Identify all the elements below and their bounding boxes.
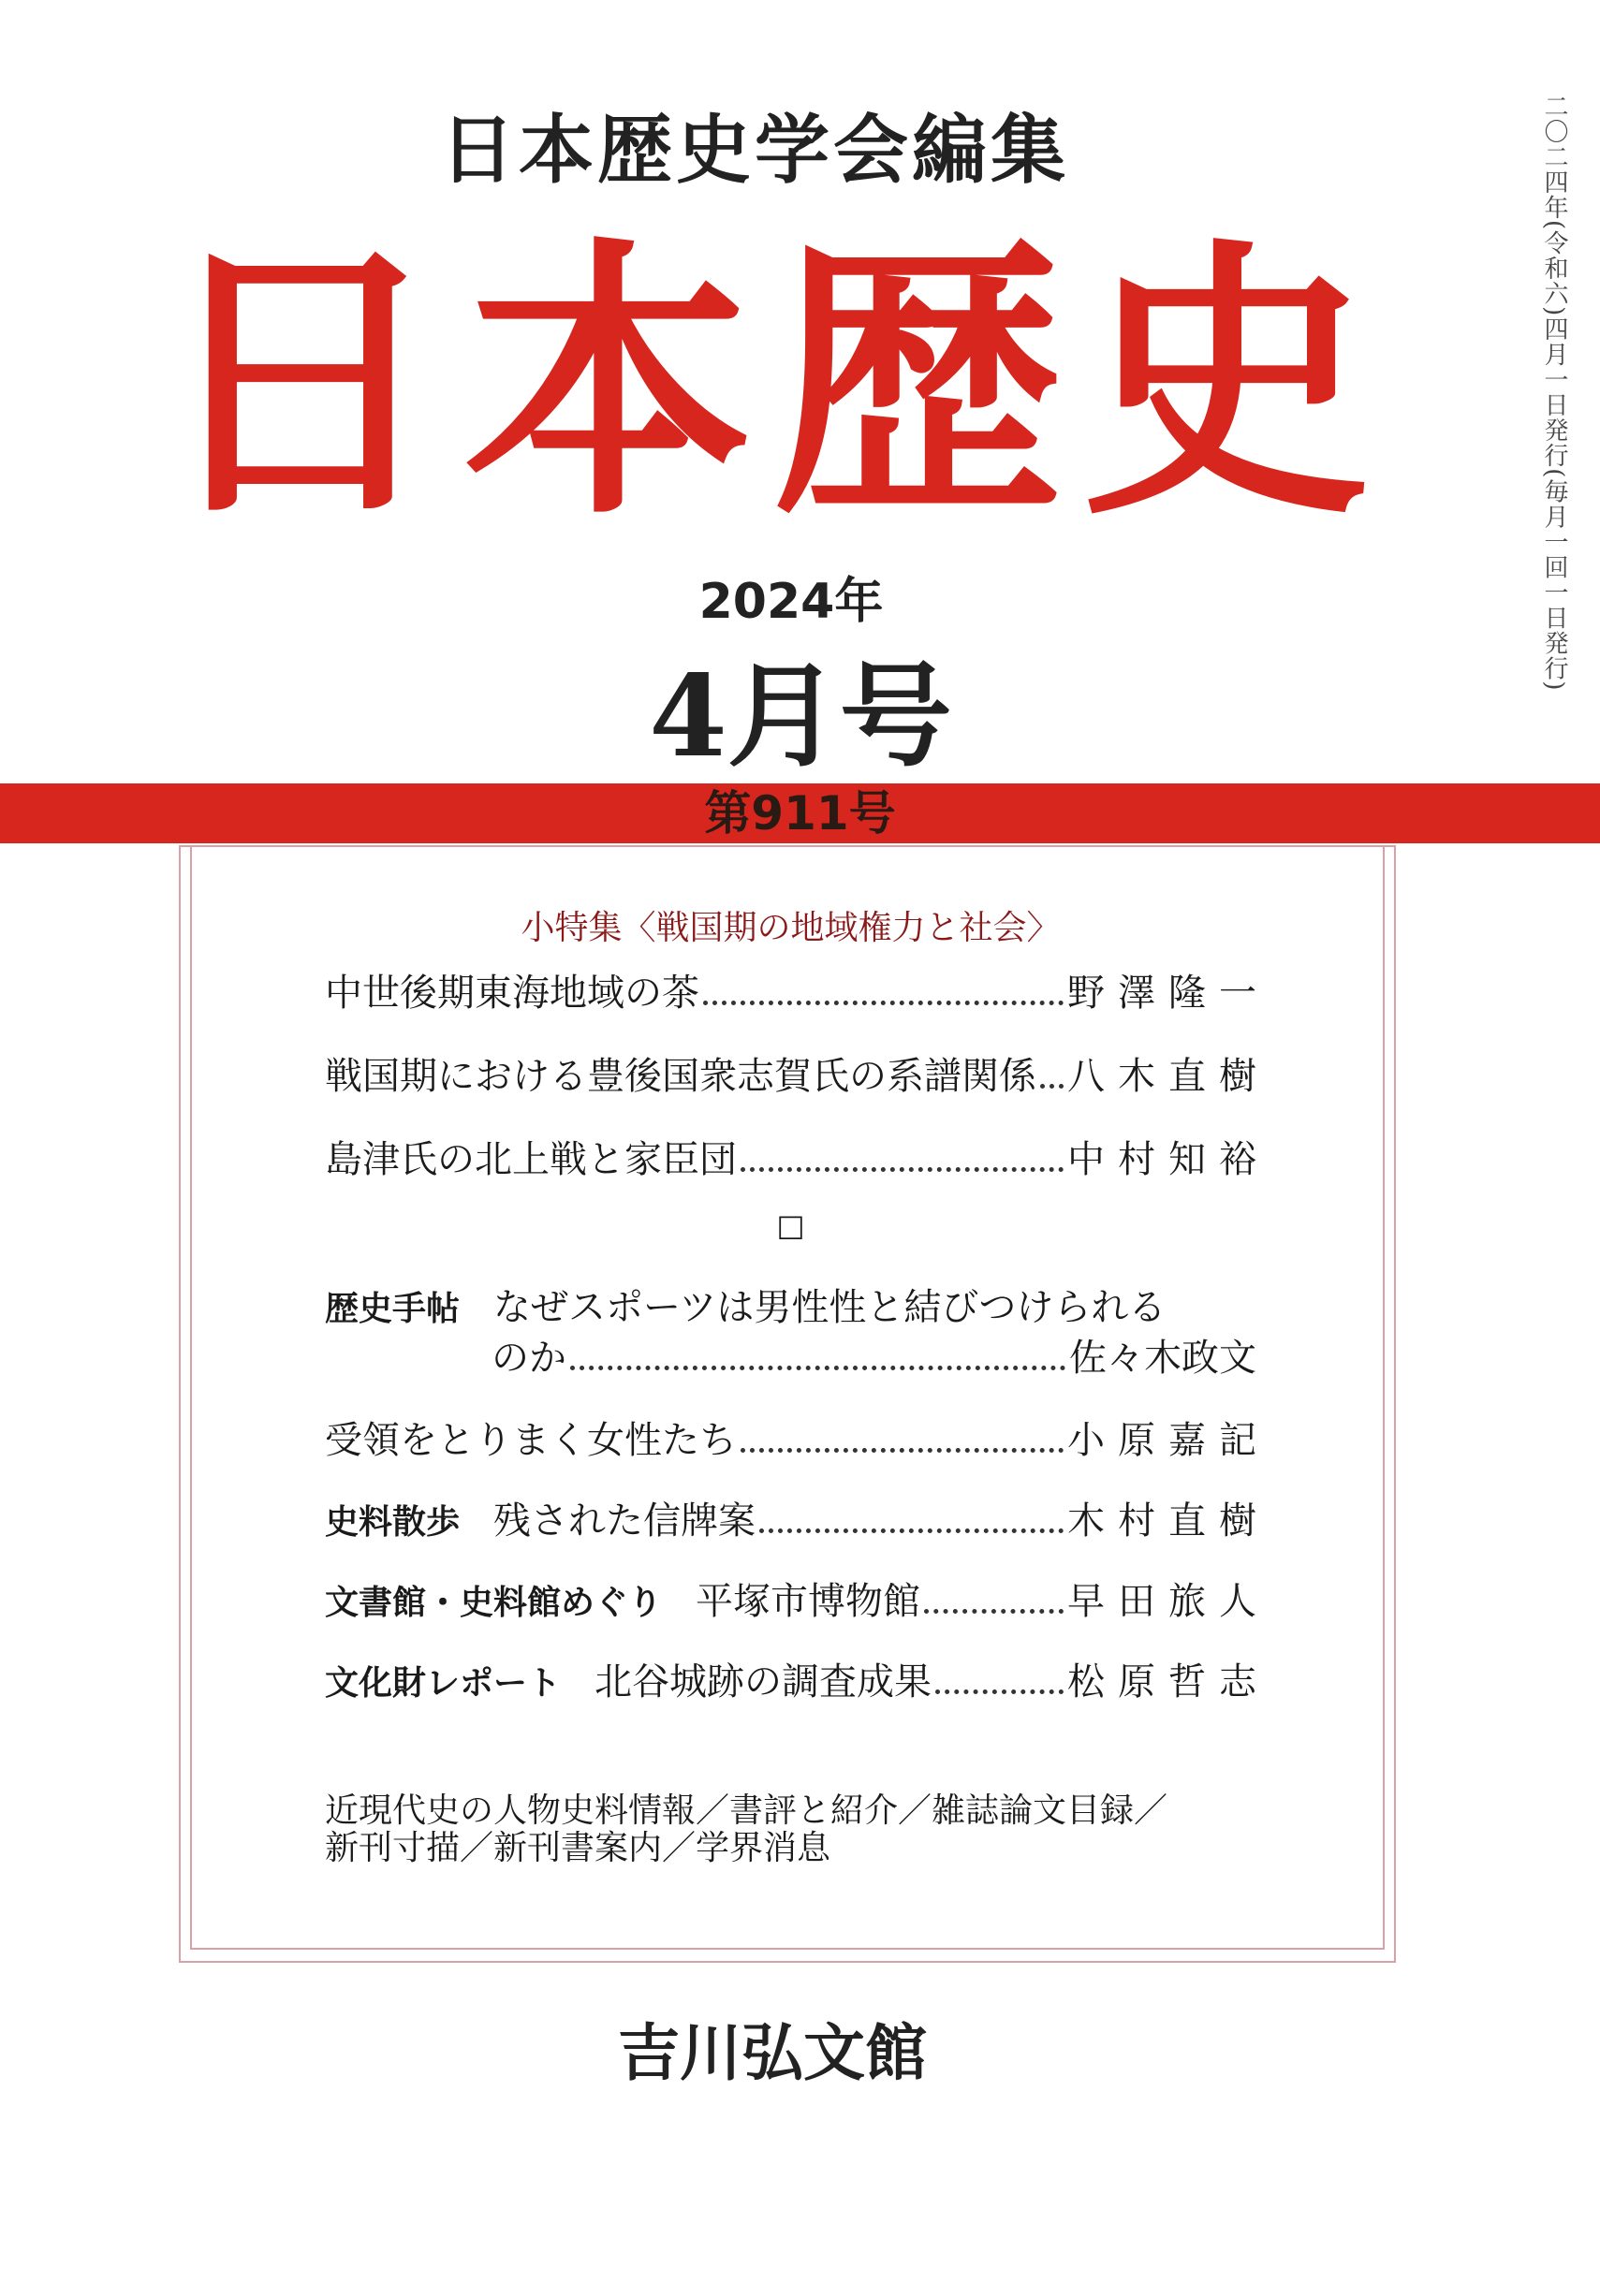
issue-year: 2024年: [698, 574, 884, 630]
toc-entry: [325, 1580, 1270, 1623]
article-author: 中村知裕: [1067, 1138, 1270, 1181]
article-title: 北谷城跡の調査成果: [594, 1660, 932, 1704]
toc-entry: [325, 972, 1270, 1015]
dot-leader: [924, 1609, 1064, 1614]
issue-month: 4月号: [649, 651, 952, 782]
toc-entry: [325, 1499, 1270, 1543]
article-author: 八木直樹: [1067, 1055, 1270, 1098]
dot-leader: [935, 1689, 1064, 1694]
regular-sections: [325, 1792, 1256, 1867]
dot-leader: [741, 1167, 1064, 1172]
article-title: 中世後期東海地域の茶: [325, 972, 699, 1015]
dot-leader: [703, 1001, 1064, 1005]
column-label: 文書館・史料館めぐり: [325, 1584, 663, 1622]
article-author: 松原哲志: [1067, 1660, 1270, 1704]
toc-entry: [325, 1419, 1270, 1462]
article-author: 野澤隆一: [1067, 972, 1270, 1015]
toc-entry: [325, 1660, 1270, 1704]
publisher: 吉川弘文館: [618, 2016, 927, 2089]
article-author: 木村直樹: [1067, 1499, 1270, 1543]
regular-sections-line: 新刊寸描／新刊書案内／学界消息: [325, 1829, 831, 1867]
table-of-contents: [325, 908, 1270, 1867]
column-label: 歴史手帖: [325, 1290, 461, 1328]
article-title-cont: のか: [492, 1337, 566, 1380]
dot-leader: [570, 1366, 1065, 1370]
article-author: 早田旅人: [1067, 1580, 1270, 1623]
article-title: 受領をとりまく女性たち: [325, 1419, 737, 1462]
regular-sections-line: 近現代史の人物史料情報／書評と紹介／雑誌論文目録／: [325, 1791, 1168, 1830]
article-title: 島津氏の北上戦と家臣団: [325, 1138, 737, 1181]
toc-entry-continued: [325, 1338, 1256, 1379]
issue-number: 第911号: [704, 786, 896, 841]
article-title: 残された信牌案: [493, 1499, 756, 1543]
article-title: なぜスポーツは男性性と結びつけられる: [493, 1286, 1167, 1329]
column-label: 史料散歩: [325, 1503, 461, 1542]
publication-date-vertical: 二〇二四年(令和六)四月一日発行(毎月一回一日発行): [1540, 94, 1568, 692]
feature-heading: 小特集〈戦国期の地域権力と社会〉: [521, 909, 1061, 947]
dot-leader: [741, 1448, 1064, 1453]
article-author: 佐々木政文: [1069, 1337, 1256, 1380]
toc-entry: [325, 1287, 1256, 1328]
section-separator: □: [776, 1207, 805, 1243]
article-author: 小原嘉記: [1067, 1419, 1270, 1462]
dot-leader: [759, 1528, 1064, 1533]
editor-credit: 日本歴史学会編集: [440, 107, 1069, 194]
dot-leader: [1040, 1084, 1064, 1089]
column-label: 文化財レポート: [325, 1664, 562, 1703]
article-title: 戦国期における豊後国衆志賀氏の系譜関係: [325, 1055, 1036, 1098]
article-title: 平塚市博物館: [696, 1580, 921, 1623]
toc-entry: [325, 1055, 1270, 1098]
magazine-title: 日本歴史: [154, 213, 1390, 554]
toc-entry: [325, 1138, 1270, 1181]
